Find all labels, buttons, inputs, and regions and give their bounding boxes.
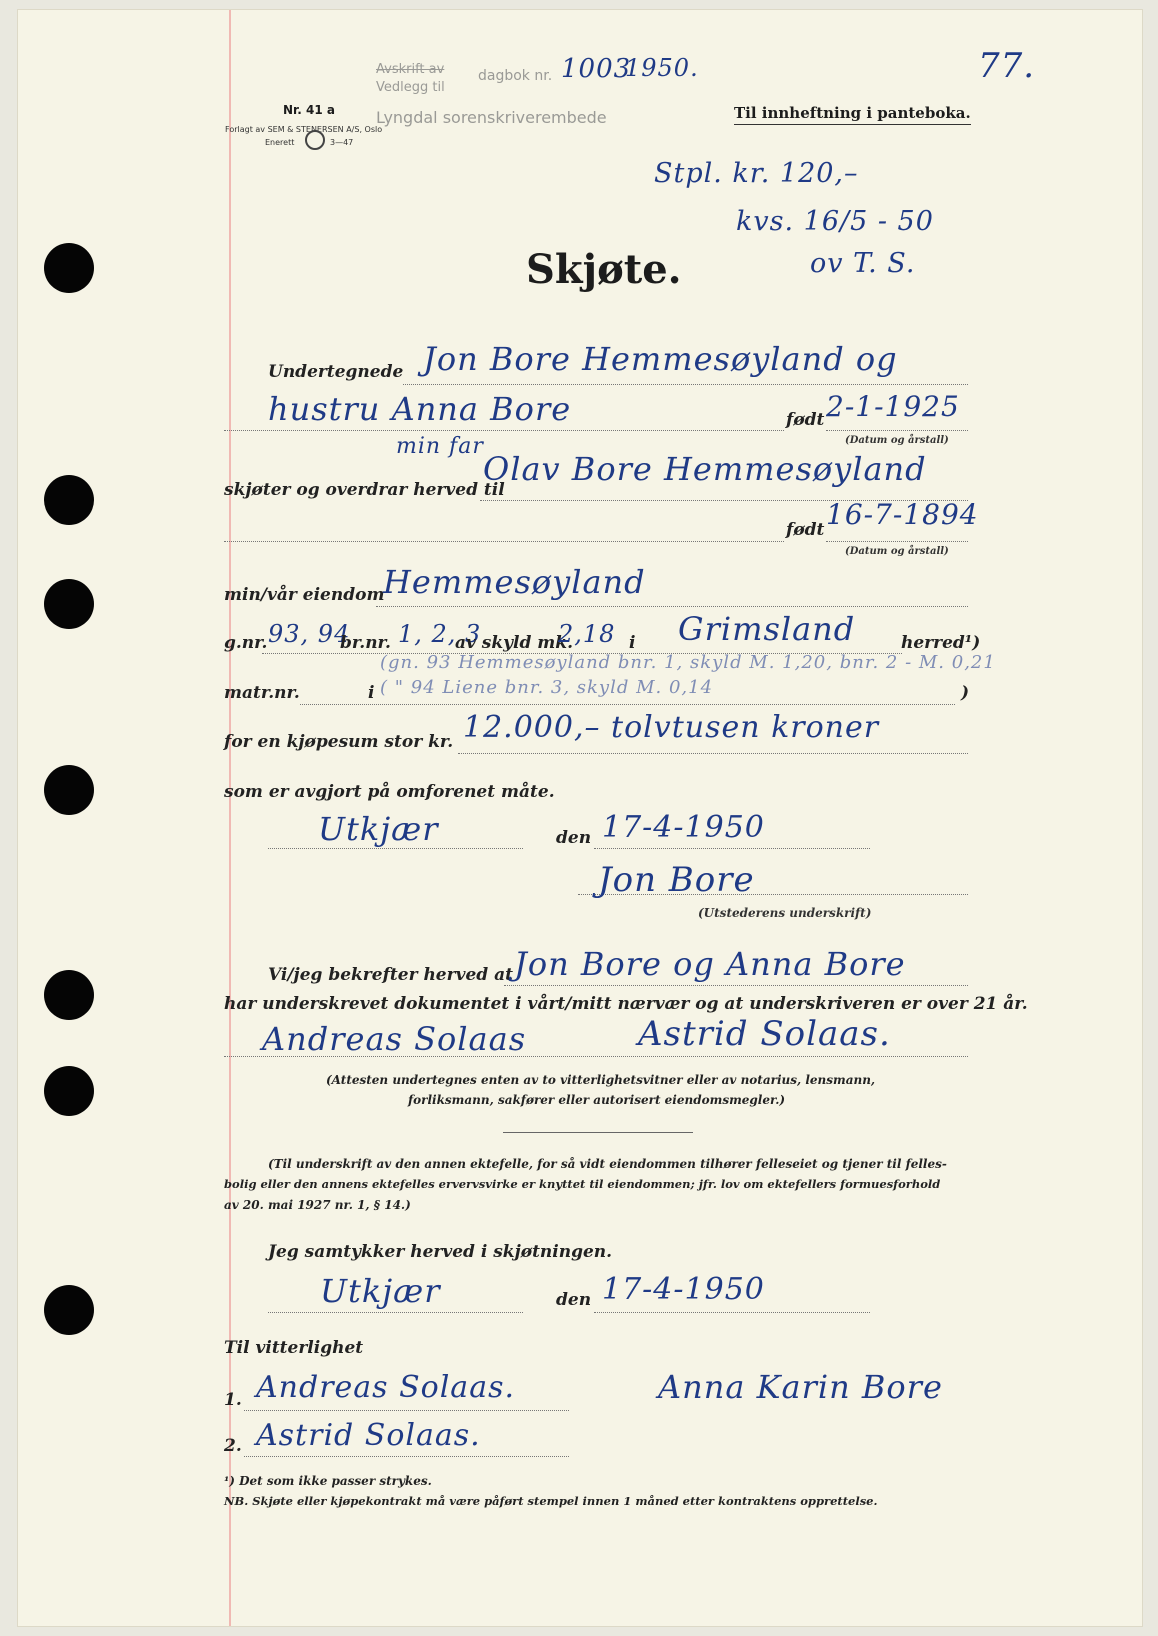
document-title: Skjøte. xyxy=(526,246,682,293)
dotted-line xyxy=(224,430,784,431)
footnote-1: ¹) Det som ikke passer strykes. xyxy=(224,1474,432,1488)
date-1: 17-4-1950 xyxy=(602,810,765,845)
publisher-logo-icon xyxy=(305,130,325,150)
matr-i-label: i xyxy=(368,683,375,703)
witness-number-1: 1. xyxy=(224,1390,242,1410)
witness-name-1: Andreas Solaas. xyxy=(256,1370,516,1405)
bekrefter-line2: har underskrevet dokumentet i vårt/mitt nærvær og at underskriveren er over 21 år. xyxy=(224,994,1028,1014)
publisher-line: Forlagt av SEM & STENERSEN A/S, Oslo xyxy=(225,125,383,134)
punch-hole xyxy=(44,970,94,1020)
stamp-year: 1950. xyxy=(625,54,699,82)
dotted-line xyxy=(268,1312,523,1313)
brnr-value: 1, 2, 3 xyxy=(398,620,482,648)
dotted-line xyxy=(224,541,784,542)
den-label-1: den xyxy=(556,828,592,848)
punch-hole xyxy=(44,1066,94,1116)
dotted-line xyxy=(504,985,968,986)
grantor-signature: Jon Bore xyxy=(598,860,755,900)
bekrefter-label: Vi/jeg bekrefter herved at xyxy=(268,965,513,985)
spouse-note-3: av 20. mai 1927 nr. 1, § 14.) xyxy=(224,1198,411,1212)
witness-signature-1: Andreas Solaas xyxy=(262,1020,527,1058)
utsteder-hint: (Utstederens underskrift) xyxy=(698,906,872,920)
attest-note-1: (Attesten undertegnes enten av to vitterlighetsvitner eller av notarius, lensmann, xyxy=(326,1073,876,1087)
dotted-line xyxy=(403,384,968,385)
dotted-line xyxy=(244,1410,569,1411)
fodt-value-1: 2-1-1925 xyxy=(826,390,960,423)
fee-note-line2: kvs. 16/5 - 50 xyxy=(736,206,934,237)
grantee-name: Olav Bore Hemmesøyland xyxy=(483,450,927,488)
attest-note-2: forliksmann, sakfører eller autorisert eiendomsmegler.) xyxy=(408,1093,786,1107)
punch-hole xyxy=(44,579,94,629)
matr-label: matr.nr. xyxy=(224,683,300,703)
stamp-avskrift: Avskrift av xyxy=(376,62,445,77)
separator-rule xyxy=(503,1132,693,1133)
dotted-line xyxy=(268,848,523,849)
skjoter-label: skjøter og overdrar herved til xyxy=(224,480,505,500)
place-2: Utkjær xyxy=(320,1272,441,1310)
bekrefter-names: Jon Bore og Anna Bore xyxy=(514,945,906,983)
publisher-code: 3—47 xyxy=(330,138,354,147)
punch-hole xyxy=(44,243,94,293)
spouse-note-1: (Til underskrift av den annen ektefelle, for så vidt eiendommen tilhører felleseiet og tjener til felles- xyxy=(268,1157,947,1171)
kjopesum-label: for en kjøpesum stor kr. xyxy=(224,732,454,752)
matr-close: ) xyxy=(961,683,970,703)
stamp-office: Lyngdal sorenskriverembede xyxy=(376,108,607,127)
witness-name-2: Astrid Solaas. xyxy=(256,1418,481,1453)
eiendom-value: Hemmesøyland xyxy=(383,563,646,601)
stamp-vedlegg: Vedlegg til xyxy=(376,80,445,95)
brnr-label: br.nr. xyxy=(340,633,391,653)
den-label-2: den xyxy=(556,1290,592,1310)
punch-hole xyxy=(44,475,94,525)
punch-hole xyxy=(44,765,94,815)
page-number: 77. xyxy=(978,46,1036,86)
fodt-label-2: født xyxy=(786,520,825,540)
dotted-line xyxy=(458,753,968,754)
kjopesum-value: 12.000,– tolvtusen kroner xyxy=(463,710,880,745)
matr-detail-1: (gn. 93 Hemmesøyland bnr. 1, skyld M. 1,20, bnr. 2 - M. 0,21 xyxy=(380,652,996,673)
form-number: Nr. 41 a xyxy=(283,103,335,117)
grantee-insert: min far xyxy=(396,434,484,459)
i-label: i xyxy=(629,633,636,653)
undertegnede-label: Undertegnede xyxy=(268,362,404,382)
gnr-label: g.nr. xyxy=(224,633,268,653)
fodt-value-2: 16-7-1894 xyxy=(826,498,979,531)
datum-hint-1: (Datum og årstall) xyxy=(845,435,949,446)
witness-number-2: 2. xyxy=(224,1436,242,1456)
dotted-line xyxy=(376,606,968,607)
vitterlighet-label: Til vitterlighet xyxy=(224,1338,364,1358)
spouse-note-2: bolig eller den annens ektefelles ervervsvirke er knyttet til eiendommen; jfr. lov om ektefellers formuesforhold xyxy=(224,1177,941,1191)
herred-value: Grimsland xyxy=(678,610,856,648)
grantor-line1: Jon Bore Hemmesøyland og xyxy=(423,340,898,378)
document-page xyxy=(18,10,1142,1626)
skyld-label: av skyld mk. xyxy=(455,633,573,653)
stamp-dagbok-value: 1003 xyxy=(561,54,632,84)
spouse-signature: Anna Karin Bore xyxy=(658,1368,943,1406)
punch-hole xyxy=(44,1285,94,1335)
dotted-line xyxy=(244,1456,569,1457)
datum-hint-2: (Datum og årstall) xyxy=(845,546,949,557)
date-2: 17-4-1950 xyxy=(602,1272,765,1307)
place-1: Utkjær xyxy=(318,810,439,848)
herred-label: herred¹) xyxy=(901,633,981,653)
fee-note-line3: ov T. S. xyxy=(810,248,916,279)
header-right-title: Til innheftning i panteboka. xyxy=(734,104,971,125)
dotted-line xyxy=(594,848,870,849)
skyld-value: 2,18 xyxy=(558,620,616,648)
eiendom-label: min/vår eiendom xyxy=(224,585,385,605)
dotted-line xyxy=(300,704,955,705)
fee-note-line1: Stpl. kr. 120,– xyxy=(654,158,859,189)
dotted-line xyxy=(826,430,968,431)
witness-signature-2: Astrid Solaas. xyxy=(638,1014,891,1054)
samtykker-text: Jeg samtykker herved i skjøtningen. xyxy=(268,1242,613,1262)
matr-detail-2: ( " 94 Liene bnr. 3, skyld M. 0,14 xyxy=(380,677,714,698)
fodt-label-1: født xyxy=(786,410,825,430)
margin-rule xyxy=(229,10,231,1626)
gnr-value: 93, 94 xyxy=(268,620,351,648)
dotted-line xyxy=(826,541,968,542)
grantor-line2: hustru Anna Bore xyxy=(268,390,572,428)
stamp-dagbok-label: dagbok nr. xyxy=(478,68,553,84)
footnote-2: NB. Skjøte eller kjøpekontrakt må være påført stempel innen 1 måned etter kontraktens opprettelse. xyxy=(224,1494,878,1508)
dotted-line xyxy=(594,1312,870,1313)
publisher-enerett: Enerett xyxy=(265,138,295,147)
avgjort-text: som er avgjort på omforenet måte. xyxy=(224,782,555,802)
